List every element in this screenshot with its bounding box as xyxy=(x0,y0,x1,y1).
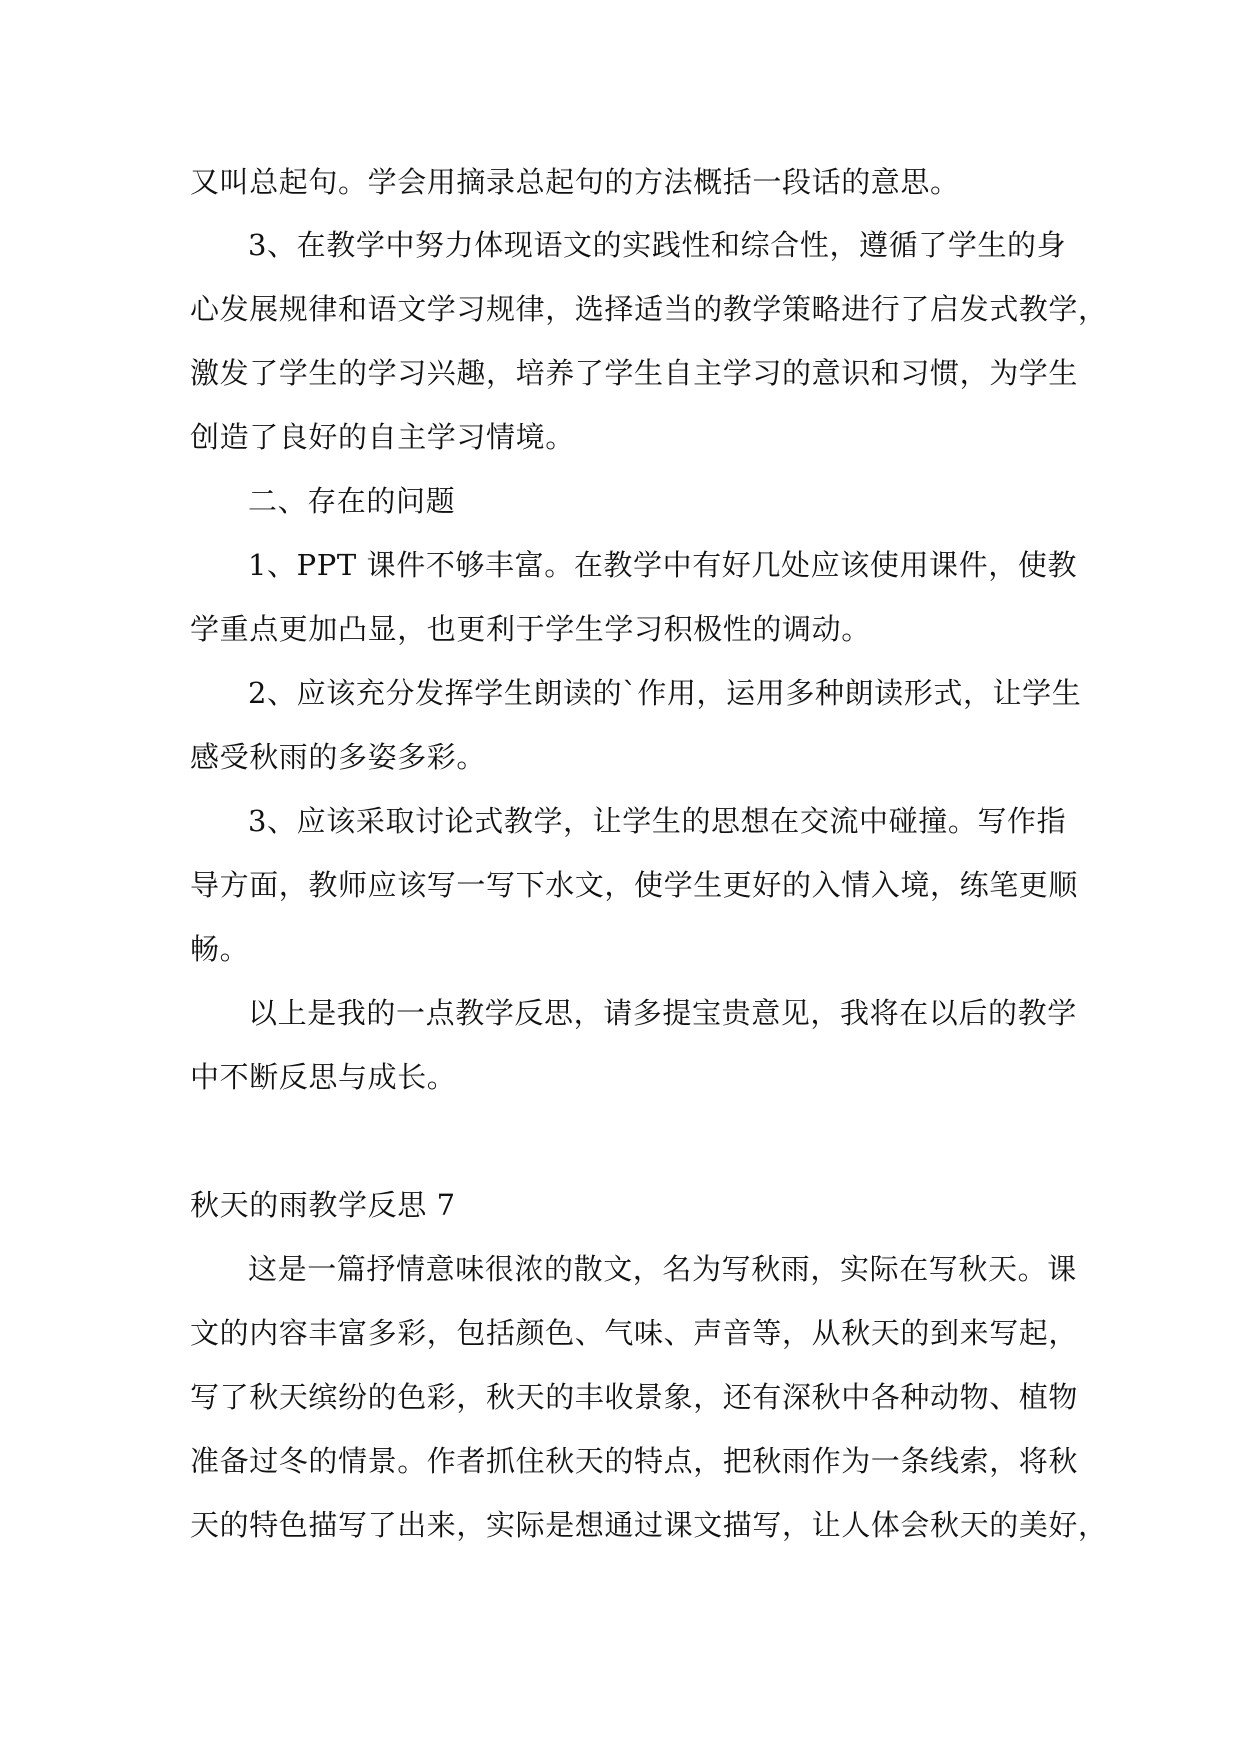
text-line-12: 导方面，教师应该写一写下水文，使学生更好的入情入境，练笔更顺 xyxy=(190,868,1079,902)
text-line-15: 中不断反思与成长。 xyxy=(190,1060,457,1094)
text-line-9: 2、应该充分发挥学生朗读的`作用，运用多种朗读形式，让学生 xyxy=(248,676,1082,710)
text-line-1: 又叫总起句。学会用摘录总起句的方法概括一段话的意思。 xyxy=(190,165,960,199)
text-line-11: 3、应该采取讨论式教学，让学生的思想在交流中碰撞。写作指 xyxy=(248,804,1067,838)
text-line-14: 以上是我的一点教学反思，请多提宝贵意见，我将在以后的教学 xyxy=(248,996,1077,1030)
text-line-17: 这是一篇抒情意味很浓的散文，名为写秋雨，实际在写秋天。课 xyxy=(248,1252,1077,1286)
text-line-3: 心发展规律和语文学习规律，选择适当的教学策略进行了启发式教学， xyxy=(190,292,1108,326)
section-heading: 二、存在的问题 xyxy=(248,484,456,518)
text-line-10: 感受秋雨的多姿多彩。 xyxy=(190,740,487,774)
text-line-19: 写了秋天缤纷的色彩，秋天的丰收景象，还有深秋中各种动物、植物 xyxy=(190,1380,1079,1414)
text-line-7: 1、PPT 课件不够丰富。在教学中有好几处应该使用课件，使教 xyxy=(248,548,1078,582)
article-title: 秋天的雨教学反思 7 xyxy=(190,1188,456,1222)
text-line-21: 天的特色描写了出来，实际是想通过课文描写，让人体会秋天的美好， xyxy=(190,1508,1108,1542)
text-line-2: 3、在教学中努力体现语文的实践性和综合性，遵循了学生的身 xyxy=(248,228,1067,262)
text-line-20: 准备过冬的情景。作者抓住秋天的特点，把秋雨作为一条线索，将秋 xyxy=(190,1444,1079,1478)
text-line-18: 文的内容丰富多彩，包括颜色、气味、声音等，从秋天的到来写起， xyxy=(190,1316,1079,1350)
text-line-5: 创造了良好的自主学习情境。 xyxy=(190,420,575,454)
text-line-4: 激发了学生的学习兴趣，培养了学生自主学习的意识和习惯，为学生 xyxy=(190,356,1079,390)
text-line-8: 学重点更加凸显，也更利于学生学习积极性的调动。 xyxy=(190,612,871,646)
text-line-13: 畅。 xyxy=(190,932,250,966)
